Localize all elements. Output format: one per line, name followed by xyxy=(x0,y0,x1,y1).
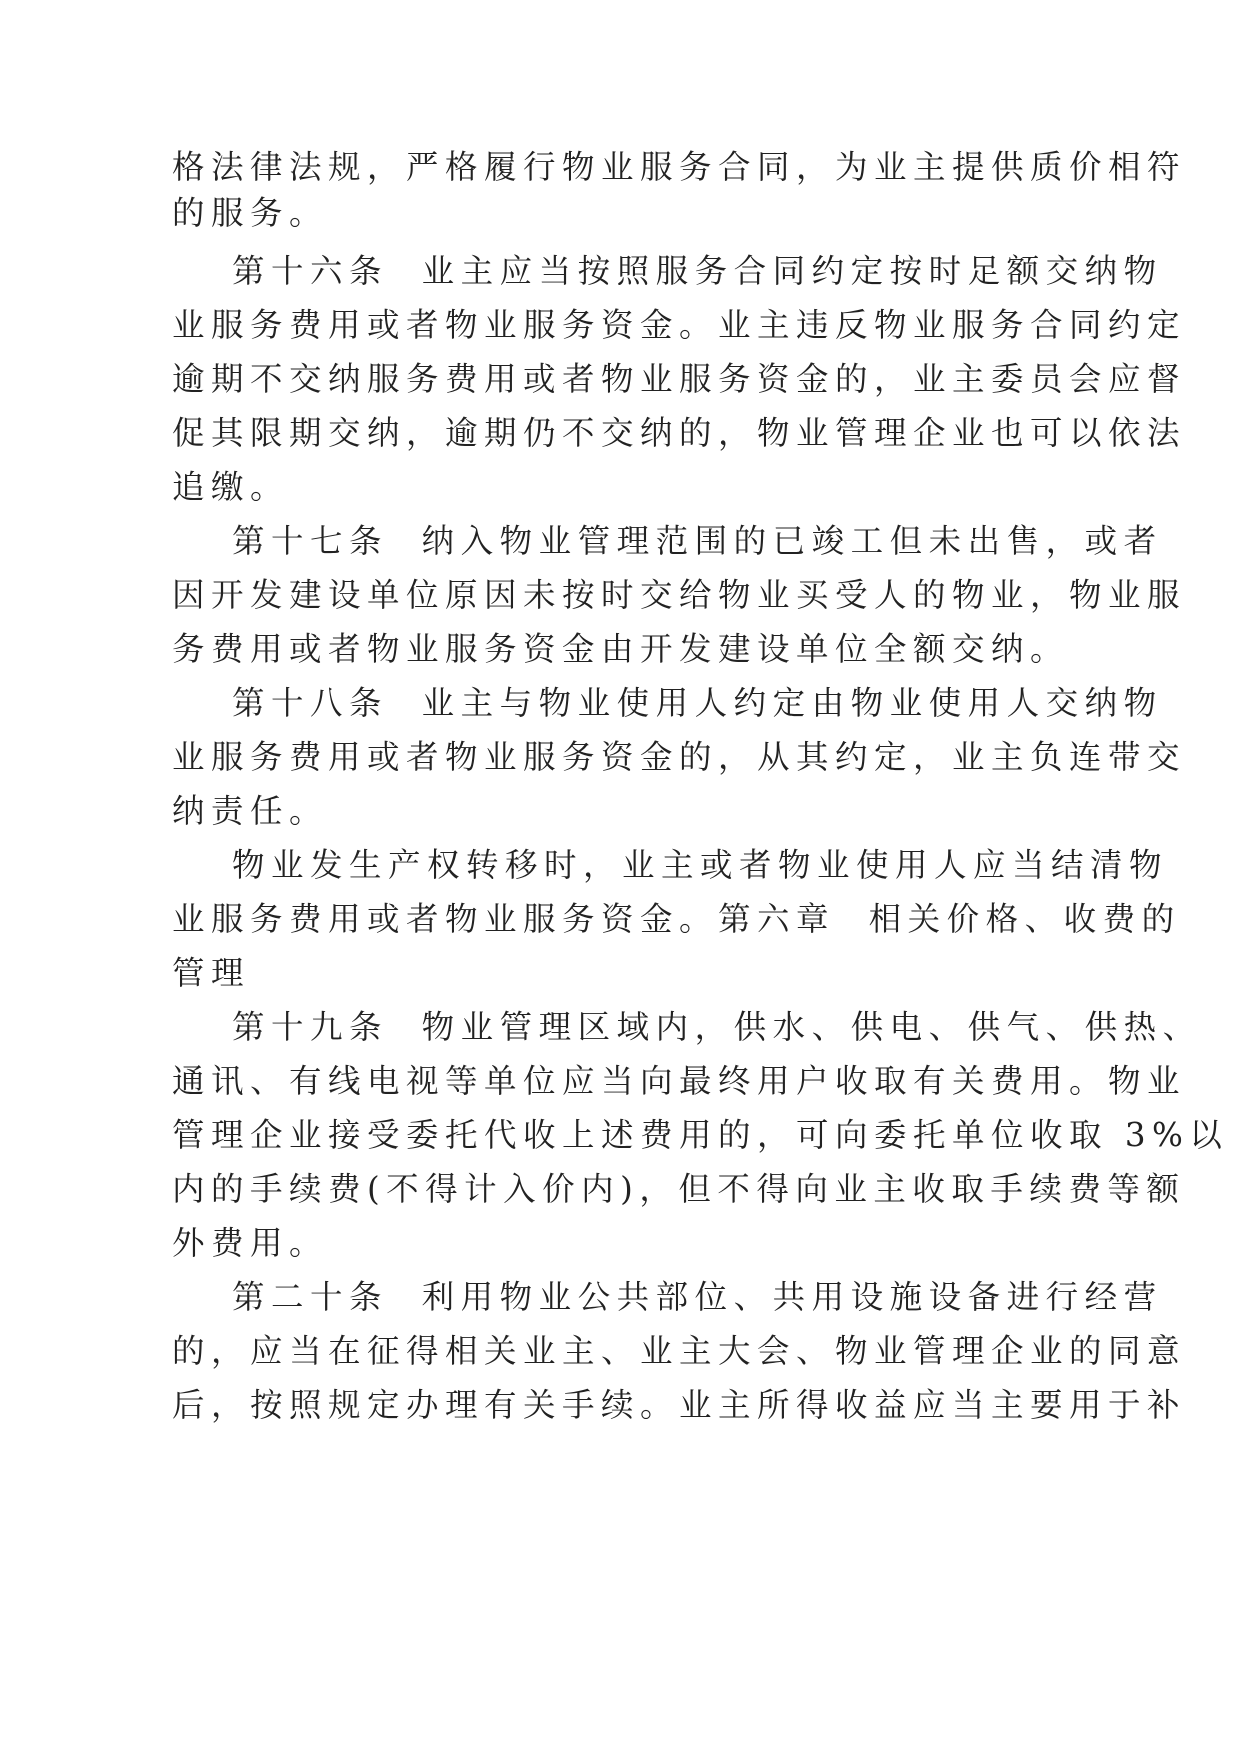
text-line: 管理企业接受委托代收上述费用的，可向委托单位收取 3%以 xyxy=(172,1116,1229,1154)
text-line: 逾期不交纳服务费用或者物业服务资金的，业主委员会应督 xyxy=(172,360,1187,398)
text-line: 业服务费用或者物业服务资金。第六章 相关价格、收费的 xyxy=(172,900,1181,938)
text-line: 物业发生产权转移时，业主或者物业使用人应当结清物 xyxy=(232,846,1169,884)
text-line: 业服务费用或者物业服务资金。业主违反物业服务合同约定 xyxy=(172,306,1187,344)
text-line: 第十八条 业主与物业使用人约定由物业使用人交纳物 xyxy=(232,684,1163,722)
text-line: 追缴。 xyxy=(172,468,290,506)
text-line: 业服务费用或者物业服务资金的，从其约定，业主负连带交 xyxy=(172,738,1187,776)
text-line: 促其限期交纳，逾期仍不交纳的，物业管理企业也可以依法 xyxy=(172,414,1187,452)
text-line: 外费用。 xyxy=(172,1224,329,1262)
text-line: 后，按照规定办理有关手续。业主所得收益应当主要用于补 xyxy=(172,1386,1187,1424)
text-line: 第二十条 利用物业公共部位、共用设施设备进行经营 xyxy=(232,1278,1163,1316)
text-line: 管理 xyxy=(172,954,251,992)
text-line: 因开发建设单位原因未按时交给物业买受人的物业，物业服 xyxy=(172,576,1187,614)
text-line: 格法律法规，严格履行物业服务合同，为业主提供质价相符 xyxy=(172,148,1187,186)
text-line: 的服务。 xyxy=(172,194,329,232)
text-line: 的，应当在征得相关业主、业主大会、物业管理企业的同意 xyxy=(172,1332,1187,1370)
text-line: 内的手续费(不得计入价内)，但不得向业主收取手续费等额 xyxy=(172,1170,1186,1208)
text-line: 第十七条 纳入物业管理范围的已竣工但未出售，或者 xyxy=(232,522,1163,560)
text-line: 第十六条 业主应当按照服务合同约定按时足额交纳物 xyxy=(232,252,1163,290)
text-line: 纳责任。 xyxy=(172,792,329,830)
text-line: 通讯、有线电视等单位应当向最终用户收取有关费用。物业 xyxy=(172,1062,1187,1100)
text-line: 务费用或者物业服务资金由开发建设单位全额交纳。 xyxy=(172,630,1070,668)
text-line: 第十九条 物业管理区域内，供水、供电、供气、供热、 xyxy=(232,1008,1202,1046)
